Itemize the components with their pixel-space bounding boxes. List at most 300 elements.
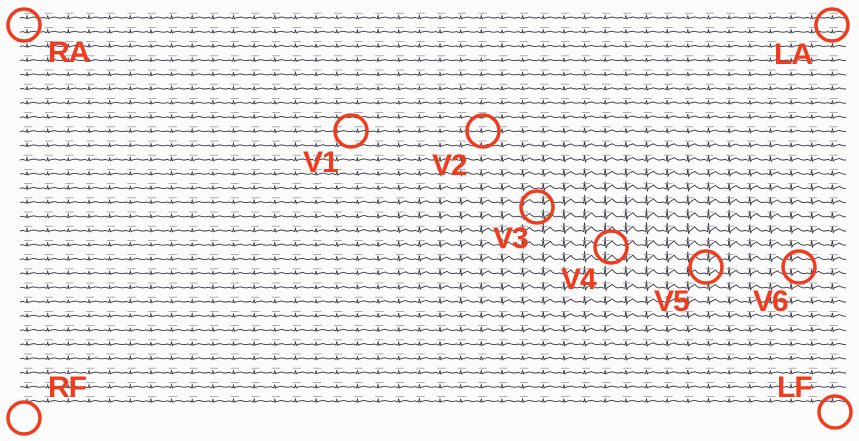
ecg-cell-annotation — [602, 55, 610, 56]
ecg-cell-annotation — [747, 13, 755, 14]
ecg-cell-annotation — [561, 112, 569, 113]
ecg-cell-annotation — [355, 55, 363, 56]
ecg-cell-annotation — [334, 183, 342, 184]
ecg-cell-annotation — [251, 112, 259, 113]
ecg-cell-annotation — [726, 84, 734, 85]
ecg-cell-annotation — [169, 311, 177, 312]
ecg-cell-annotation — [561, 126, 569, 127]
ecg-cell-annotation — [396, 84, 404, 85]
ecg-cell-annotation — [127, 240, 135, 241]
ecg-cell-annotation — [685, 112, 693, 113]
ecg-cell-annotation — [644, 325, 652, 326]
ecg-cell-annotation — [478, 70, 486, 71]
ecg-cell-annotation — [830, 226, 838, 227]
ecg-cell-annotation — [396, 396, 404, 397]
ecg-cell-annotation — [231, 212, 239, 213]
ecg-cell-annotation — [747, 268, 755, 269]
ecg-cell-annotation — [107, 70, 115, 71]
ecg-cell-annotation — [231, 254, 239, 255]
ecg-cell-annotation — [334, 98, 342, 99]
ecg-cell-annotation — [45, 112, 53, 113]
ecg-cell-annotation — [561, 197, 569, 198]
ecg-cell-annotation — [293, 183, 301, 184]
ecg-cell-annotation — [747, 240, 755, 241]
ecg-cell-annotation — [65, 169, 73, 170]
ecg-cell-annotation — [293, 325, 301, 326]
ecg-cell-annotation — [231, 141, 239, 142]
ecg-cell-annotation — [499, 297, 507, 298]
ecg-cell-annotation — [644, 41, 652, 42]
ecg-cell-annotation — [458, 354, 466, 355]
ecg-cell-annotation — [437, 70, 445, 71]
ecg-cell-annotation — [706, 197, 714, 198]
ecg-cell-annotation — [210, 283, 218, 284]
ecg-cell-annotation — [375, 169, 383, 170]
ecg-cell-annotation — [210, 98, 218, 99]
ecg-cell-annotation — [272, 84, 280, 85]
ecg-cell-annotation — [251, 41, 259, 42]
ecg-cell-annotation — [313, 339, 321, 340]
ecg-cell-annotation — [417, 325, 425, 326]
ecg-cell-annotation — [623, 55, 631, 56]
ecg-cell-annotation — [169, 368, 177, 369]
ecg-cell-annotation — [251, 84, 259, 85]
ecg-cell-annotation — [251, 339, 259, 340]
ecg-cell-annotation — [623, 27, 631, 28]
ecg-cell-annotation — [127, 183, 135, 184]
ecg-cell-annotation — [809, 240, 817, 241]
ecg-cell-annotation — [809, 155, 817, 156]
ecg-cell-annotation — [313, 240, 321, 241]
ecg-cell-annotation — [127, 55, 135, 56]
ecg-cell-annotation — [582, 396, 590, 397]
ecg-cell-annotation — [830, 254, 838, 255]
ecg-cell-annotation — [768, 212, 776, 213]
ecg-cell-annotation — [458, 396, 466, 397]
ecg-cell-annotation — [169, 283, 177, 284]
ecg-cell-annotation — [65, 197, 73, 198]
ecg-cell-annotation — [685, 183, 693, 184]
ecg-cell-annotation — [375, 354, 383, 355]
ecg-cell-annotation — [396, 169, 404, 170]
ecg-cell-annotation — [664, 382, 672, 383]
ecg-cell-annotation — [45, 70, 53, 71]
ecg-cell-annotation — [623, 268, 631, 269]
ecg-cell-annotation — [86, 13, 94, 14]
ecg-cell-annotation — [830, 70, 838, 71]
ecg-cell-annotation — [272, 354, 280, 355]
ecg-cell-annotation — [768, 254, 776, 255]
ecg-cell-annotation — [189, 126, 197, 127]
ecg-cell-annotation — [520, 169, 528, 170]
ecg-cell-annotation — [375, 368, 383, 369]
ecg-cell-annotation — [747, 382, 755, 383]
ecg-cell-annotation — [189, 13, 197, 14]
ecg-cell-annotation — [540, 254, 548, 255]
ecg-cell-annotation — [664, 183, 672, 184]
ecg-cell-annotation — [231, 382, 239, 383]
ecg-cell-annotation — [313, 396, 321, 397]
ecg-cell-annotation — [272, 13, 280, 14]
ecg-cell-annotation — [86, 396, 94, 397]
ecg-cell-annotation — [127, 297, 135, 298]
ecg-cell-annotation — [644, 226, 652, 227]
ecg-cell-annotation — [210, 226, 218, 227]
ecg-cell-annotation — [334, 268, 342, 269]
ecg-cell-annotation — [726, 396, 734, 397]
ecg-cell-annotation — [272, 27, 280, 28]
ecg-trace-row — [20, 341, 846, 346]
electrode-label-la: LA — [774, 38, 812, 71]
ecg-cell-annotation — [458, 183, 466, 184]
ecg-cell-annotation — [747, 126, 755, 127]
ecg-cell-annotation — [189, 84, 197, 85]
ecg-cell-annotation — [685, 226, 693, 227]
ecg-cell-annotation — [231, 197, 239, 198]
ecg-cell-annotation — [272, 197, 280, 198]
ecg-cell-annotation — [148, 396, 156, 397]
ecg-cell-annotation — [623, 126, 631, 127]
ecg-cell-annotation — [437, 98, 445, 99]
ecg-cell-annotation — [107, 297, 115, 298]
ecg-cell-annotation — [809, 212, 817, 213]
ecg-cell-annotation — [706, 27, 714, 28]
ecg-cell-annotation — [355, 112, 363, 113]
ecg-cell-annotation — [375, 311, 383, 312]
ecg-cell-annotation — [355, 226, 363, 227]
ecg-cell-annotation — [830, 212, 838, 213]
ecg-cell-annotation — [189, 268, 197, 269]
ecg-cell-annotation — [107, 155, 115, 156]
ecg-cell-annotation — [437, 268, 445, 269]
ecg-cell-annotation — [189, 311, 197, 312]
ecg-cell-annotation — [355, 382, 363, 383]
ecg-cell-annotation — [396, 212, 404, 213]
ecg-cell-annotation — [788, 226, 796, 227]
ecg-cell-annotation — [231, 41, 239, 42]
ecg-cell-annotation — [231, 126, 239, 127]
ecg-cell-annotation — [478, 396, 486, 397]
ecg-cell-annotation — [231, 226, 239, 227]
ecg-cell-annotation — [189, 240, 197, 241]
ecg-cell-annotation — [478, 212, 486, 213]
ecg-cell-annotation — [189, 325, 197, 326]
ecg-cell-annotation — [788, 240, 796, 241]
ecg-cell-annotation — [788, 169, 796, 170]
ecg-cell-annotation — [231, 70, 239, 71]
ecg-cell-annotation — [582, 183, 590, 184]
ecg-cell-annotation — [45, 354, 53, 355]
ecg-cell-annotation — [685, 382, 693, 383]
ecg-cell-annotation — [602, 339, 610, 340]
ecg-cell-annotation — [437, 141, 445, 142]
ecg-cell-annotation — [706, 354, 714, 355]
ecg-cell-annotation — [830, 112, 838, 113]
ecg-cell-annotation — [437, 84, 445, 85]
ecg-cell-annotation — [830, 354, 838, 355]
ecg-cell-annotation — [127, 354, 135, 355]
ecg-cell-annotation — [313, 297, 321, 298]
ecg-cell-annotation — [499, 55, 507, 56]
ecg-cell-annotation — [45, 183, 53, 184]
ecg-cell-annotation — [664, 197, 672, 198]
ecg-cell-annotation — [623, 325, 631, 326]
ecg-cell-annotation — [313, 55, 321, 56]
ecg-cell-annotation — [65, 254, 73, 255]
ecg-cell-annotation — [726, 169, 734, 170]
ecg-cell-annotation — [685, 283, 693, 284]
ecg-cell-annotation — [396, 226, 404, 227]
ecg-cell-annotation — [768, 396, 776, 397]
ecg-cell-annotation — [293, 70, 301, 71]
ecg-cell-annotation — [86, 240, 94, 241]
ecg-cell-annotation — [561, 339, 569, 340]
ecg-cell-annotation — [623, 13, 631, 14]
ecg-cell-annotation — [293, 283, 301, 284]
ecg-cell-annotation — [148, 141, 156, 142]
ecg-cell-annotation — [499, 325, 507, 326]
ecg-cell-annotation — [65, 354, 73, 355]
ecg-cell-annotation — [127, 382, 135, 383]
ecg-cell-annotation — [24, 283, 32, 284]
electrode-marker-rf — [8, 402, 40, 434]
ecg-cell-annotation — [107, 27, 115, 28]
ecg-cell-annotation — [396, 268, 404, 269]
ecg-cell-annotation — [726, 268, 734, 269]
ecg-cell-annotation — [24, 212, 32, 213]
ecg-cell-annotation — [417, 98, 425, 99]
ecg-cell-annotation — [169, 212, 177, 213]
ecg-cell-annotation — [107, 396, 115, 397]
ecg-cell-annotation — [293, 98, 301, 99]
ecg-cell-annotation — [809, 197, 817, 198]
ecg-cell-annotation — [458, 27, 466, 28]
ecg-cell-annotation — [788, 197, 796, 198]
ecg-cell-annotation — [685, 155, 693, 156]
ecg-cell-annotation — [830, 311, 838, 312]
ecg-cell-annotation — [148, 339, 156, 340]
ecg-trace-row — [20, 30, 846, 33]
ecg-cell-annotation — [520, 396, 528, 397]
ecg-cell-annotation — [685, 41, 693, 42]
ecg-cell-annotation — [107, 169, 115, 170]
ecg-cell-annotation — [788, 354, 796, 355]
ecg-cell-annotation — [664, 70, 672, 71]
ecg-cell-annotation — [540, 183, 548, 184]
ecg-cell-annotation — [664, 339, 672, 340]
ecg-cell-annotation — [334, 55, 342, 56]
ecg-cell-annotation — [169, 13, 177, 14]
ecg-cell-annotation — [768, 126, 776, 127]
ecg-cell-annotation — [644, 13, 652, 14]
ecg-cell-annotation — [45, 84, 53, 85]
ecg-cell-annotation — [788, 212, 796, 213]
ecg-cell-annotation — [127, 283, 135, 284]
ecg-cell-annotation — [768, 226, 776, 227]
ecg-cell-annotation — [313, 98, 321, 99]
ecg-cell-annotation — [210, 197, 218, 198]
ecg-cell-annotation — [251, 126, 259, 127]
ecg-cell-annotation — [644, 98, 652, 99]
ecg-cell-annotation — [334, 212, 342, 213]
ecg-cell-annotation — [107, 183, 115, 184]
ecg-cell-annotation — [375, 84, 383, 85]
ecg-cell-annotation — [830, 268, 838, 269]
ecg-cell-annotation — [45, 212, 53, 213]
ecg-cell-annotation — [602, 297, 610, 298]
electrode-marker-v5 — [690, 251, 722, 283]
ecg-cell-annotation — [65, 27, 73, 28]
ecg-cell-annotation — [65, 112, 73, 113]
ecg-cell-annotation — [664, 240, 672, 241]
ecg-cell-annotation — [210, 396, 218, 397]
ecg-cell-annotation — [768, 13, 776, 14]
ecg-cell-annotation — [313, 84, 321, 85]
ecg-cell-annotation — [644, 283, 652, 284]
ecg-cell-annotation — [272, 339, 280, 340]
ecg-cell-annotation — [127, 126, 135, 127]
ecg-cell-annotation — [685, 141, 693, 142]
ecg-cell-annotation — [830, 283, 838, 284]
ecg-cell-annotation — [499, 396, 507, 397]
ecg-cell-annotation — [747, 254, 755, 255]
ecg-cell-annotation — [499, 155, 507, 156]
ecg-cell-annotation — [664, 226, 672, 227]
ecg-cell-annotation — [396, 55, 404, 56]
ecg-cell-annotation — [86, 112, 94, 113]
ecg-cell-annotation — [107, 254, 115, 255]
ecg-cell-annotation — [293, 197, 301, 198]
ecg-cell-annotation — [499, 141, 507, 142]
ecg-cell-annotation — [231, 297, 239, 298]
ecg-cell-annotation — [210, 268, 218, 269]
ecg-cell-annotation — [623, 197, 631, 198]
ecg-cell-annotation — [65, 240, 73, 241]
ecg-cell-annotation — [582, 55, 590, 56]
ecg-cell-annotation — [375, 325, 383, 326]
ecg-cell-annotation — [499, 70, 507, 71]
ecg-cell-annotation — [148, 354, 156, 355]
ecg-cell-annotation — [437, 354, 445, 355]
ecg-cell-annotation — [355, 41, 363, 42]
ecg-cell-annotation — [45, 283, 53, 284]
ecg-cell-annotation — [458, 339, 466, 340]
ecg-cell-annotation — [809, 297, 817, 298]
ecg-cell-annotation — [540, 141, 548, 142]
ecg-cell-annotation — [830, 297, 838, 298]
ecg-cell-annotation — [334, 197, 342, 198]
ecg-cell-annotation — [313, 70, 321, 71]
ecg-cell-annotation — [582, 126, 590, 127]
ecg-cell-annotation — [582, 226, 590, 227]
ecg-cell-annotation — [437, 240, 445, 241]
ecg-cell-annotation — [437, 27, 445, 28]
ecg-cell-annotation — [355, 297, 363, 298]
ecg-cell-annotation — [437, 297, 445, 298]
ecg-cell-annotation — [127, 396, 135, 397]
ecg-cell-annotation — [458, 368, 466, 369]
ecg-cell-annotation — [623, 311, 631, 312]
ecg-cell-annotation — [458, 297, 466, 298]
ecg-cell-annotation — [623, 84, 631, 85]
ecg-cell-annotation — [24, 396, 32, 397]
ecg-cell-annotation — [148, 126, 156, 127]
ecg-cell-annotation — [375, 112, 383, 113]
ecg-cell-annotation — [169, 268, 177, 269]
ecg-cell-annotation — [437, 339, 445, 340]
ecg-cell-annotation — [293, 126, 301, 127]
ecg-cell-annotation — [355, 212, 363, 213]
ecg-cell-annotation — [768, 240, 776, 241]
ecg-cell-annotation — [644, 27, 652, 28]
ecg-cell-annotation — [396, 112, 404, 113]
ecg-cell-annotation — [210, 354, 218, 355]
ecg-cell-annotation — [664, 368, 672, 369]
ecg-cell-annotation — [24, 197, 32, 198]
ecg-cell-annotation — [251, 70, 259, 71]
ecg-cell-annotation — [458, 240, 466, 241]
ecg-cell-annotation — [107, 283, 115, 284]
ecg-cell-annotation — [726, 197, 734, 198]
ecg-cell-annotation — [623, 70, 631, 71]
ecg-cell-annotation — [293, 354, 301, 355]
ecg-cell-annotation — [437, 254, 445, 255]
ecg-cell-annotation — [726, 339, 734, 340]
ecg-cell-annotation — [148, 13, 156, 14]
ecg-cell-annotation — [540, 325, 548, 326]
ecg-cell-annotation — [602, 126, 610, 127]
ecg-cell-annotation — [644, 339, 652, 340]
ecg-cell-annotation — [540, 27, 548, 28]
ecg-cell-annotation — [623, 112, 631, 113]
ecg-cell-annotation — [148, 197, 156, 198]
ecg-cell-annotation — [478, 155, 486, 156]
ecg-cell-annotation — [127, 254, 135, 255]
ecg-cell-annotation — [788, 141, 796, 142]
ecg-cell-annotation — [293, 155, 301, 156]
ecg-cell-annotation — [623, 155, 631, 156]
ecg-cell-annotation — [644, 297, 652, 298]
ecg-cell-annotation — [685, 126, 693, 127]
ecg-cell-annotation — [747, 169, 755, 170]
ecg-cell-annotation — [644, 382, 652, 383]
ecg-cell-annotation — [602, 283, 610, 284]
ecg-cell-annotation — [334, 354, 342, 355]
ecg-cell-annotation — [24, 240, 32, 241]
ecg-cell-annotation — [623, 141, 631, 142]
ecg-cell-annotation — [375, 70, 383, 71]
ecg-cell-annotation — [602, 141, 610, 142]
ecg-cell-annotation — [540, 297, 548, 298]
ecg-cell-annotation — [623, 339, 631, 340]
ecg-cell-annotation — [251, 226, 259, 227]
ecg-cell-annotation — [726, 240, 734, 241]
ecg-cell-annotation — [685, 325, 693, 326]
ecg-cell-annotation — [148, 155, 156, 156]
ecg-cell-annotation — [231, 155, 239, 156]
ecg-cell-annotation — [685, 13, 693, 14]
ecg-cell-annotation — [313, 268, 321, 269]
electrode-marker-v3 — [521, 191, 553, 223]
ecg-cell-annotation — [582, 155, 590, 156]
ecg-cell-annotation — [830, 240, 838, 241]
ecg-cell-annotation — [726, 382, 734, 383]
ecg-cell-annotation — [334, 226, 342, 227]
ecg-cell-annotation — [417, 254, 425, 255]
ecg-trace-row — [20, 58, 846, 61]
ecg-cell-annotation — [706, 339, 714, 340]
ecg-cell-annotation — [602, 368, 610, 369]
